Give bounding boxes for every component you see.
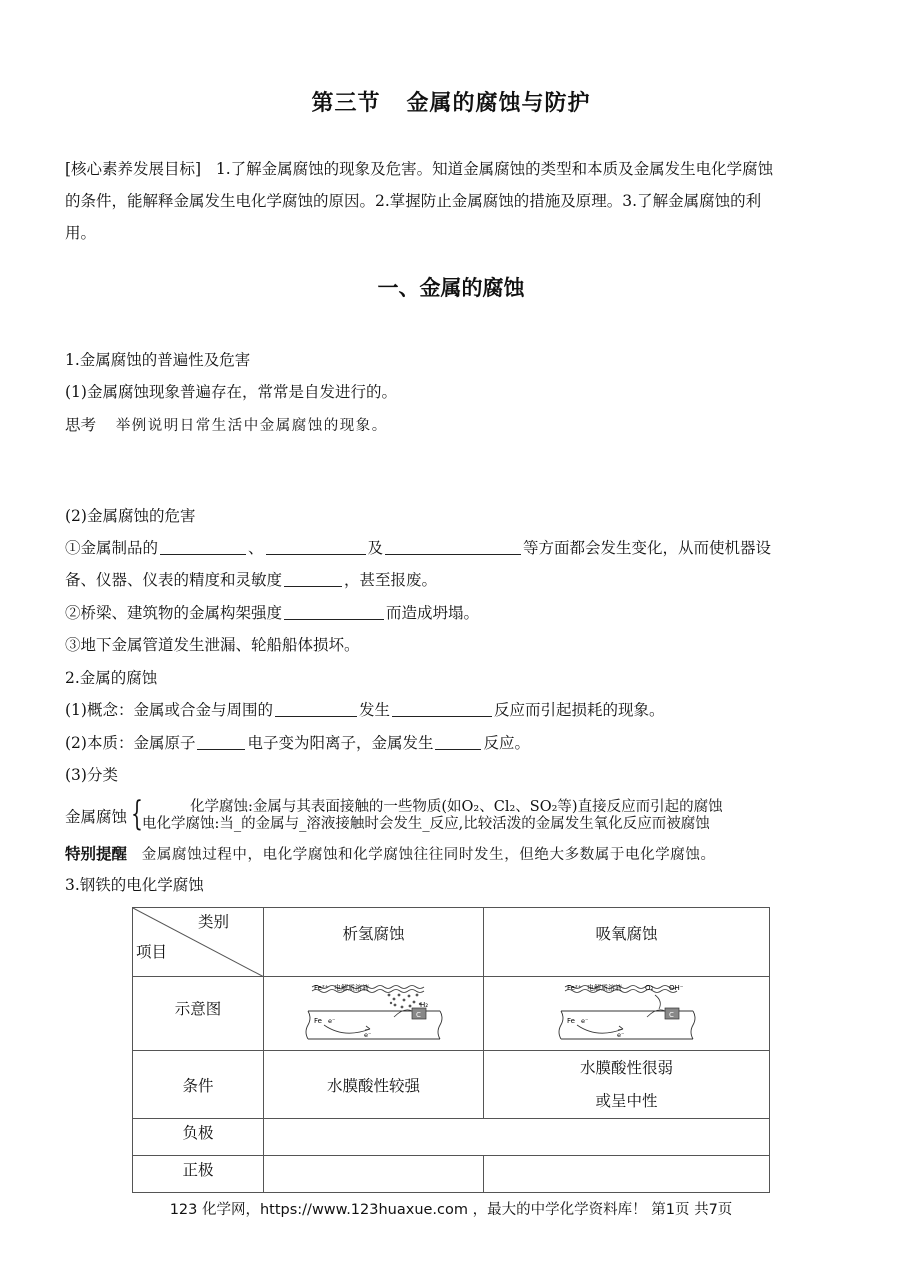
- table-row-negative: [133, 1119, 770, 1156]
- oxygen-condition: 水膜酸性很弱 或呈中性: [484, 1051, 770, 1119]
- label-electron: e⁻: [363, 1030, 371, 1039]
- think-line: [65, 409, 388, 443]
- essence-line: (2)本质：金属原子 电子变为阳离子，金属发生 反应。: [65, 734, 530, 752]
- fill-blank[interactable]: [160, 538, 246, 555]
- hydrogen-diagram-cell: [264, 977, 484, 1051]
- paragraph-1-2: (2)金属腐蚀的危害: [65, 507, 196, 525]
- negative-answer-cell[interactable]: [264, 1119, 770, 1156]
- label-solution: 电解质溶液: [586, 983, 622, 992]
- hydrogen-positive-cell[interactable]: [264, 1156, 484, 1193]
- label-electron: e⁻: [327, 1016, 335, 1025]
- label-fe: Fe: [313, 1016, 322, 1025]
- corner-bottom-label: 项目: [136, 943, 168, 961]
- harm-item-2: ②桥梁、建筑物的金属构架强度 而造成坍塌。: [65, 604, 480, 622]
- goals-line-2: 的条件，能解释金属发生电化学腐蚀的原因。2.掌握防止金属腐蚀的措施及原理。3.了解金属腐蚀的利: [65, 192, 762, 210]
- fill-blank[interactable]: [197, 733, 245, 750]
- paragraph-1-1: (1)金属腐蚀现象普遍存在，常常是自发进行的。: [65, 383, 397, 401]
- label-fe: Fe: [566, 1016, 575, 1025]
- tip-line: [65, 837, 716, 872]
- label-electron: e⁻: [580, 1016, 588, 1025]
- hydrogen-condition: 水膜酸性较强: [264, 1051, 484, 1119]
- goals-line-3: 用。: [65, 224, 97, 242]
- table-corner-cell: [133, 908, 264, 977]
- subsection-heading-1: 1.金属腐蚀的普遍性及危害: [65, 351, 251, 369]
- fill-blank[interactable]: [284, 603, 384, 620]
- column-header-oxygen: 吸氧腐蚀: [484, 908, 770, 977]
- table-row-condition: [133, 1051, 770, 1119]
- fill-blank[interactable]: [435, 733, 481, 750]
- tip-label: 特别提醒: [65, 844, 128, 863]
- label-fe2: Fe²⁺: [313, 983, 328, 992]
- subsection-heading-2: 2.金属的腐蚀: [65, 669, 158, 687]
- harm-item-3: ③地下金属管道发生泄漏、轮船船体损坏。: [65, 636, 360, 654]
- row-label-condition: 条件: [133, 1051, 264, 1119]
- table-header-row: [133, 908, 770, 977]
- classification-heading: (3)分类: [65, 766, 118, 784]
- harm-item-1-cont: 备、仪器、仪表的精度和灵敏度 ，甚至报废。: [65, 571, 438, 589]
- fill-blank[interactable]: [266, 538, 366, 555]
- page-title: [0, 86, 902, 117]
- harm-item-1: ①金属制品的 、 及 等方面都会发生变化，从而使机器设: [65, 539, 772, 557]
- label-fe2: Fe²⁺: [566, 983, 581, 992]
- oxygen-diagram-cell: [484, 977, 770, 1051]
- fill-blank[interactable]: [275, 700, 357, 717]
- row-label-diagram: 示意图: [133, 977, 264, 1051]
- fill-blank[interactable]: [392, 700, 492, 717]
- table-row-diagram: [133, 977, 770, 1051]
- label-solution: 电解质溶液: [333, 983, 369, 992]
- row-label-negative: 负极: [133, 1119, 264, 1156]
- corner-top-label: 类别: [197, 913, 229, 931]
- label-oh: OH⁻: [668, 983, 683, 992]
- oxygen-positive-cell[interactable]: [484, 1156, 770, 1193]
- tip-text: 金属腐蚀过程中，电化学腐蚀和化学腐蚀往往同时发生，但绝大多数属于电化学腐蚀。: [141, 847, 716, 863]
- row-label-positive: 正极: [133, 1156, 264, 1193]
- concept-line: (1)概念：金属或合金与周围的 发生 反应而引起损耗的现象。: [65, 701, 665, 719]
- electrochemical-corrosion-line: 电化学腐蚀:当_的金属与_溶液接触时会发生_反应,比较活泼的金属发生氧化反应而被腐蚀: [142, 816, 710, 832]
- chemical-corrosion-line: 化学腐蚀:金属与其表面接触的一些物质(如O₂、Cl₂、SO₂等)直接反应而引起的腐蚀: [190, 799, 723, 815]
- brace-symbol: {: [131, 794, 143, 834]
- page-footer: 123 化学网，https://www.123huaxue.com ，最大的中学化学资料库！ 第1页 共7页: [169, 1202, 733, 1218]
- think-text: 举例说明日常生活中金属腐蚀的现象。: [115, 418, 388, 434]
- label-o2: O₂: [644, 983, 653, 992]
- section-heading: 一、金属的腐蚀: [377, 275, 525, 300]
- hydrogen-evolution-diagram: [294, 981, 454, 1047]
- label-electron: e⁻: [616, 1030, 624, 1039]
- subsection-heading-3: 3.钢铁的电化学腐蚀: [65, 876, 204, 894]
- table-row-positive: [133, 1156, 770, 1193]
- column-header-hydrogen: 析氢腐蚀: [264, 908, 484, 977]
- section-title: 金属的腐蚀与防护: [406, 90, 591, 116]
- goals-line-1: [核心素养发展目标] 1.了解金属腐蚀的现象及危害。知道金属腐蚀的类型和本质及金属发生电化学腐蚀: [65, 160, 774, 178]
- label-carbon: C: [415, 1010, 421, 1019]
- fill-blank[interactable]: [385, 538, 521, 555]
- goals-label: [核心素养发展目标]: [65, 160, 202, 178]
- think-label: 思考: [65, 416, 97, 434]
- label-carbon: C: [668, 1010, 674, 1019]
- corrosion-label: 金属腐蚀: [65, 808, 128, 826]
- fill-blank[interactable]: [284, 570, 342, 587]
- oxygen-absorption-diagram: [547, 981, 707, 1047]
- label-h2: H₂: [419, 1000, 428, 1009]
- section-number: 第三节: [311, 90, 381, 116]
- corrosion-table: [132, 907, 770, 1193]
